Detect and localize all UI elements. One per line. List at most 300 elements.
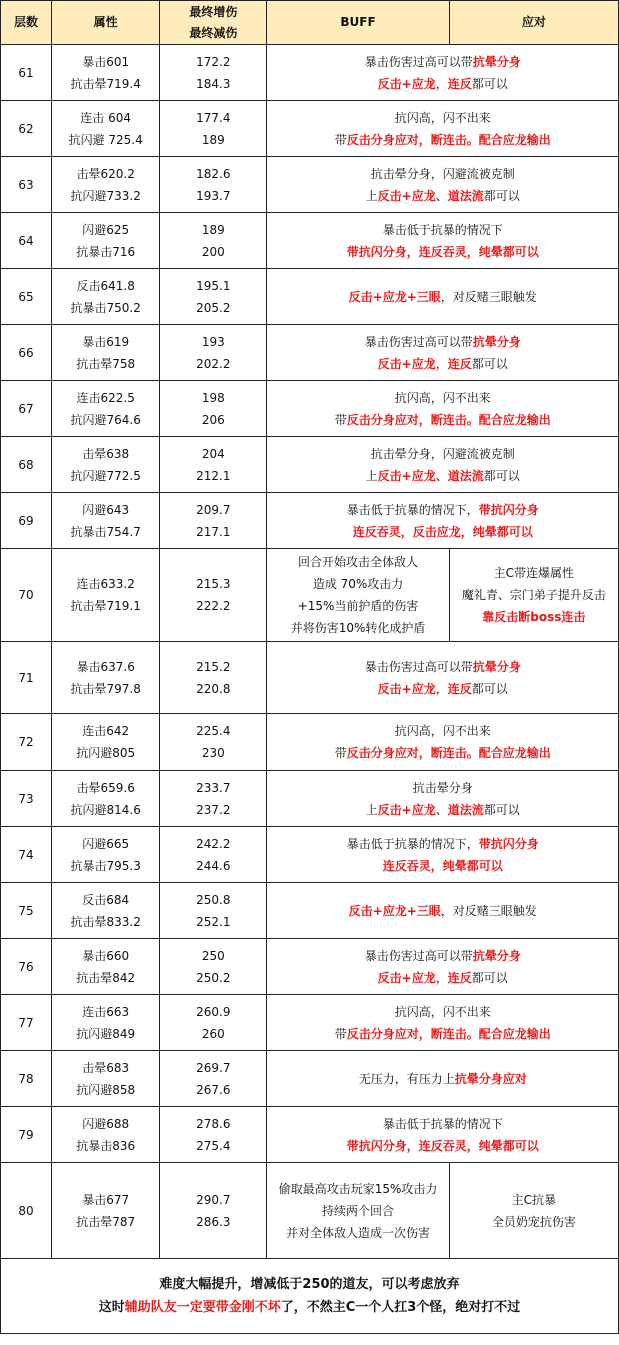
response-line1: 主C抗暴 (511, 1192, 557, 1207)
buff-l2 (267, 1135, 618, 1157)
attr-cell-line1: 击晕638 (82, 446, 130, 461)
layer-cell: 70 (1, 549, 52, 642)
dmg-cell-line2: 205.2 (196, 300, 231, 315)
buff-l2 (267, 129, 618, 151)
attr-cell-line1: 连击 604 (80, 110, 132, 125)
dmg-cell-line1: 242.2 (196, 836, 231, 851)
plain-text: 暴击伤害过高可以带 (364, 948, 473, 963)
dmg-cell-line2: 202.2 (196, 356, 231, 371)
buff-l1 (267, 443, 618, 465)
plain-text: 、 (435, 468, 448, 483)
layer-cell: 67 (1, 381, 52, 437)
buff-response-cell (267, 493, 619, 549)
attr-cell-line1: 闪避688 (82, 1116, 130, 1131)
attr-cell-line2: 抗暴击750.2 (70, 300, 141, 315)
attr-cell-line1: 反击641.8 (76, 278, 135, 293)
plain-text: 带 (334, 746, 347, 760)
table-row (1, 642, 619, 714)
buff-l1 (267, 286, 618, 308)
attr-cell-line1: 击晕620.2 (76, 166, 135, 181)
table-row (1, 1163, 619, 1259)
layer-cell: 79 (1, 1107, 52, 1163)
highlight-text: 反击分身应对，断连击。配合应龙输出 (346, 746, 551, 760)
attr-cell (52, 325, 160, 381)
attr-cell-line1: 闪避643 (82, 502, 130, 517)
plain-text: 上 (365, 188, 378, 203)
table-row (1, 1107, 619, 1163)
plain-text: 抗闪高，闪不出来 (394, 1004, 491, 1019)
buff-response-cell (267, 157, 619, 213)
dmg-cell-line2: 286.3 (196, 1214, 231, 1229)
buff-l1 (267, 331, 618, 353)
dmg-cell-line1: 182.6 (196, 166, 231, 181)
buff-l1 (267, 1113, 618, 1135)
layer-cell: 77 (1, 995, 52, 1051)
plain-text: 上 (365, 468, 378, 483)
table-body (1, 45, 619, 1259)
attr-cell-line2: 抗暴击836 (76, 1138, 136, 1153)
buff-l1 (267, 219, 618, 241)
plain-text: 暴击低于抗暴的情况下， (346, 836, 479, 851)
highlight-text: 反击+应龙 (377, 970, 436, 985)
attr-cell-line1: 闪避625 (82, 222, 130, 237)
buff-l2 (267, 409, 618, 431)
attr-cell-line2: 抗闪避772.5 (70, 468, 141, 483)
plain-text: 无压力，有压力上 (358, 1071, 455, 1086)
buff-l1 (267, 720, 618, 742)
plain-text: 暴击伤害过高可以带 (364, 54, 473, 69)
footer-line2-b: 辅助队友一定要带金刚不坏 (124, 1300, 281, 1315)
attr-cell-line2: 抗暴击754.7 (70, 524, 141, 539)
attr-cell-line2: 抗闪避733.2 (70, 188, 141, 203)
table-row (1, 883, 619, 939)
header-dmg (160, 1, 267, 45)
dmg-cell (160, 883, 267, 939)
dmg-cell (160, 771, 267, 827)
dmg-cell-line1: 278.6 (196, 1116, 231, 1131)
header-row (1, 1, 619, 45)
buff-response-cell (267, 437, 619, 493)
header-attr: 属性 (52, 1, 160, 45)
layer-cell: 65 (1, 269, 52, 325)
attr-cell-line2: 抗击晕833.2 (70, 914, 141, 929)
buff-line: 偷取最高攻击玩家15%攻击力 (278, 1181, 438, 1196)
footer-row (1, 1259, 619, 1334)
highlight-text: 抗晕分身 (472, 334, 521, 349)
dmg-cell-line2: 189 (201, 132, 225, 147)
layer-cell: 61 (1, 45, 52, 101)
attr-cell-line1: 连击642 (82, 724, 130, 738)
dmg-cell (160, 642, 267, 714)
buff-l1 (267, 900, 618, 922)
plain-text: 、 (435, 188, 448, 203)
buff-response-cell (267, 45, 619, 101)
attr-cell-line1: 暴击601 (82, 54, 130, 69)
dmg-cell (160, 939, 267, 995)
plain-text: 抗闪高，闪不出来 (394, 110, 491, 125)
attr-cell (52, 381, 160, 437)
highlight-text: 反击分身应对，断连击。配合应龙输出 (346, 1026, 551, 1041)
plain-text: 暴击伤害过高可以带 (364, 334, 473, 349)
plain-text: 抗闪高，闪不出来 (394, 724, 491, 738)
table-row (1, 101, 619, 157)
plain-text: ，对反赌三眼触发 (440, 903, 537, 918)
dmg-cell-line1: 233.7 (196, 780, 231, 795)
attr-cell-line2: 抗击晕787 (76, 1214, 136, 1229)
highlight-text: 反击分身应对，断连击。配合应龙输出 (346, 412, 551, 427)
layer-cell: 76 (1, 939, 52, 995)
dmg-cell-line1: 225.4 (196, 724, 231, 738)
highlight-text: 道法流 (447, 468, 484, 483)
plain-text: 暴击伤害过高可以带 (364, 659, 473, 674)
dmg-cell-line2: 267.6 (196, 1082, 231, 1097)
header-layer: 层数 (1, 1, 52, 45)
response-line1: 主C带连爆属性 (493, 566, 575, 580)
buff-l1 (267, 107, 618, 129)
buff-cell (267, 1163, 449, 1259)
highlight-text: 反击+应龙 (377, 76, 436, 91)
buff-response-cell (267, 995, 619, 1051)
attr-cell-line1: 暴击660 (82, 948, 130, 963)
highlight-text: 带抗闪分身，连反吞灵，纯晕都可以 (346, 1138, 539, 1153)
buff-l2 (267, 353, 618, 375)
dmg-cell-line2: 230 (201, 746, 225, 760)
layer-cell: 73 (1, 771, 52, 827)
plain-text: 暴击低于抗暴的情况下， (346, 502, 479, 517)
highlight-text: 反击+应龙+三眼 (348, 903, 441, 918)
dmg-cell (160, 101, 267, 157)
dmg-cell (160, 213, 267, 269)
attr-cell (52, 101, 160, 157)
footer-note (1, 1259, 619, 1334)
buff-line: 造成 70%攻击力 (312, 577, 404, 591)
highlight-text: 反击分身应对，断连击。配合应龙输出 (346, 132, 551, 147)
attr-cell (52, 771, 160, 827)
highlight-text: 抗晕分身应对 (454, 1071, 527, 1086)
buff-response-cell (267, 939, 619, 995)
highlight-text: 连反 (447, 970, 472, 985)
attr-cell-line2: 抗闪避858 (76, 1082, 136, 1097)
dmg-cell-line2: 244.6 (196, 858, 231, 873)
dmg-cell-line2: 200 (201, 244, 225, 259)
attr-cell (52, 213, 160, 269)
dmg-cell-line2: 217.1 (196, 524, 231, 539)
dmg-cell-line1: 209.7 (196, 502, 231, 517)
highlight-text: 连反吞灵，反击应龙，纯晕都可以 (352, 524, 533, 539)
dmg-cell (160, 45, 267, 101)
dmg-cell-line1: 172.2 (196, 54, 231, 69)
buff-response-cell (267, 714, 619, 771)
attr-cell-line1: 连击633.2 (76, 577, 135, 591)
dmg-cell (160, 325, 267, 381)
table-row (1, 45, 619, 101)
plain-text: ， (435, 76, 448, 91)
buff-l1 (267, 387, 618, 409)
layer-cell: 68 (1, 437, 52, 493)
buff-l2 (267, 185, 618, 207)
highlight-text: 抗晕分身 (472, 54, 521, 69)
buff-response-cell (267, 1107, 619, 1163)
attr-cell-line2: 抗击晕719.1 (70, 599, 141, 613)
table-row (1, 325, 619, 381)
plain-text: 抗击晕分身，闪避流被克制 (370, 166, 515, 181)
dmg-cell (160, 381, 267, 437)
response-line2: 全员奶宠抗伤害 (491, 1214, 576, 1229)
plain-text: ， (435, 356, 448, 371)
buff-response-cell (267, 883, 619, 939)
layer-cell: 72 (1, 714, 52, 771)
buff-response-cell (267, 269, 619, 325)
buff-l2 (267, 1023, 618, 1045)
buff-line: 并将伤害10%转化成护盾 (290, 621, 426, 635)
attr-cell-line1: 连击622.5 (76, 390, 135, 405)
dmg-cell (160, 549, 267, 642)
table-row (1, 995, 619, 1051)
dmg-cell (160, 269, 267, 325)
dmg-cell-line1: 250 (201, 948, 225, 963)
buff-response-cell (267, 771, 619, 827)
buff-l2 (267, 465, 618, 487)
plain-text: 带 (334, 132, 347, 147)
dmg-cell-line2: 220.8 (196, 681, 231, 696)
attr-cell (52, 995, 160, 1051)
dmg-cell-line2: 275.4 (196, 1138, 231, 1153)
layer-cell: 62 (1, 101, 52, 157)
dmg-cell-line1: 215.2 (196, 659, 231, 674)
highlight-text: 抗晕分身 (472, 948, 521, 963)
buff-line: +15%当前护盾的伤害 (297, 599, 419, 613)
highlight-text: 抗晕分身 (472, 659, 521, 674)
plain-text: ， (435, 970, 448, 985)
dmg-cell-line1: 177.4 (196, 110, 231, 125)
buff-line: 并对全体敌人造成一次伤害 (286, 1225, 431, 1240)
attr-cell (52, 157, 160, 213)
attr-cell (52, 493, 160, 549)
dmg-cell (160, 437, 267, 493)
dmg-cell-line1: 204 (201, 446, 225, 461)
table-row (1, 493, 619, 549)
attr-cell (52, 827, 160, 883)
highlight-text: 反击+应龙 (377, 468, 436, 483)
attr-cell-line1: 击晕683 (82, 1060, 130, 1075)
buff-l2 (267, 967, 618, 989)
dmg-cell-line2: 212.1 (196, 468, 231, 483)
attr-cell-line2: 抗暴击795.3 (70, 858, 141, 873)
layer-cell: 71 (1, 642, 52, 714)
dmg-cell (160, 493, 267, 549)
dmg-cell-line1: 260.9 (196, 1004, 231, 1019)
dmg-cell (160, 1163, 267, 1259)
response-line3: 靠反击断boss连击 (482, 610, 586, 624)
attr-cell (52, 437, 160, 493)
layer-cell: 64 (1, 213, 52, 269)
table-row (1, 269, 619, 325)
plain-text: 抗击晕分身 (412, 780, 473, 795)
attr-cell-line2: 抗闪避764.6 (70, 412, 141, 427)
buff-l2 (267, 521, 618, 543)
layer-cell: 69 (1, 493, 52, 549)
attr-cell (52, 269, 160, 325)
buff-l1 (267, 1001, 618, 1023)
attr-cell-line2: 抗击晕842 (76, 970, 136, 985)
footer-line1: 难度大幅提升，增减低于250的道友，可以考虑放弃 (159, 1277, 460, 1292)
table-row (1, 157, 619, 213)
header-response: 应对 (449, 1, 618, 45)
highlight-text: 道法流 (447, 802, 484, 817)
plain-text: 暴击低于抗暴的情况下 (382, 222, 503, 237)
buff-l2 (267, 241, 618, 263)
footer-line2-a: 这时 (98, 1300, 125, 1315)
table-row (1, 437, 619, 493)
attr-cell-line1: 反击684 (82, 892, 130, 907)
buff-l1 (267, 777, 618, 799)
buff-l1 (267, 499, 618, 521)
dmg-cell-line1: 290.7 (196, 1192, 231, 1207)
attr-cell-line1: 连击663 (82, 1004, 130, 1019)
table-row (1, 714, 619, 771)
attr-cell-line2: 抗击晕758 (76, 356, 136, 371)
attr-cell-line2: 抗闪避805 (76, 746, 136, 760)
attr-cell (52, 1163, 160, 1259)
table-row (1, 381, 619, 437)
dmg-cell-line1: 215.3 (196, 577, 231, 591)
highlight-text: 带抗闪分身，连反吞灵，纯晕都可以 (346, 244, 539, 259)
plain-text: 都可以 (471, 681, 508, 696)
plain-text: 都可以 (471, 76, 508, 91)
buff-l1 (267, 656, 618, 678)
highlight-text: 反击+应龙 (377, 681, 436, 696)
layer-cell: 74 (1, 827, 52, 883)
highlight-text: 带抗闪分身 (478, 502, 539, 517)
attr-cell (52, 1051, 160, 1107)
dmg-cell-line2: 252.1 (196, 914, 231, 929)
dmg-cell (160, 714, 267, 771)
dmg-cell-line1: 269.7 (196, 1060, 231, 1075)
buff-response-cell (267, 1051, 619, 1107)
plain-text: 、 (435, 802, 448, 817)
highlight-text: 带抗闪分身 (478, 836, 539, 851)
footer-line2 (1, 1296, 618, 1319)
buff-l1 (267, 163, 618, 185)
dmg-cell-line1: 198 (201, 390, 225, 405)
layer-cell: 63 (1, 157, 52, 213)
dmg-cell-line1: 189 (201, 222, 225, 237)
plain-text: ， (435, 681, 448, 696)
buff-line: 回合开始攻击全体敌人 (298, 555, 419, 569)
header-dmg-up: 最终增伤 (189, 4, 238, 19)
plain-text: 抗闪高，闪不出来 (394, 390, 491, 405)
attr-cell-line1: 闪避665 (82, 836, 130, 851)
buff-response-cell (267, 827, 619, 883)
buff-l1 (267, 945, 618, 967)
layer-cell: 80 (1, 1163, 52, 1259)
table-row (1, 771, 619, 827)
buff-response-cell (267, 213, 619, 269)
response-cell (449, 1163, 618, 1259)
highlight-text: 连反 (447, 76, 472, 91)
buff-cell (267, 549, 449, 642)
highlight-text: 反击+应龙 (377, 188, 436, 203)
attr-cell-line1: 击晕659.6 (76, 780, 135, 795)
highlight-text: 反击+应龙+三眼 (348, 289, 441, 304)
dmg-cell (160, 1107, 267, 1163)
buff-response-cell (267, 381, 619, 437)
buff-l1 (267, 833, 618, 855)
attr-cell (52, 883, 160, 939)
dmg-cell-line2: 206 (201, 412, 225, 427)
response-cell (449, 549, 618, 642)
attr-cell-line2: 抗击晕797.8 (70, 681, 141, 696)
attr-cell-line2: 抗击晕719.4 (70, 76, 141, 91)
buff-l2 (267, 855, 618, 877)
table-row (1, 1051, 619, 1107)
dmg-cell-line2: 237.2 (196, 802, 231, 817)
plain-text: 都可以 (483, 802, 520, 817)
header-dmg-down: 最终减伤 (189, 25, 238, 40)
plain-text: 都可以 (471, 970, 508, 985)
dmg-cell (160, 157, 267, 213)
buff-line: 持续两个回合 (322, 1203, 395, 1218)
table-row (1, 213, 619, 269)
attr-cell (52, 1107, 160, 1163)
buff-response-cell (267, 642, 619, 714)
plain-text: ，对反赌三眼触发 (440, 289, 537, 304)
buff-l1 (267, 1068, 618, 1090)
plain-text: 都可以 (483, 188, 520, 203)
layer-cell: 66 (1, 325, 52, 381)
highlight-text: 连反 (447, 681, 472, 696)
buff-l2 (267, 73, 618, 95)
layer-cell: 75 (1, 883, 52, 939)
header-buff: BUFF (267, 1, 449, 45)
dmg-cell-line1: 193 (201, 334, 225, 349)
plain-text: 都可以 (471, 356, 508, 371)
attr-cell-line1: 暴击637.6 (76, 659, 135, 674)
buff-l2 (267, 678, 618, 700)
plain-text: 带 (334, 1026, 347, 1041)
attr-cell (52, 642, 160, 714)
dmg-cell-line2: 193.7 (196, 188, 231, 203)
attr-cell (52, 939, 160, 995)
attr-cell (52, 549, 160, 642)
layer-cell: 78 (1, 1051, 52, 1107)
highlight-text: 连反 (447, 356, 472, 371)
attr-cell-line1: 暴击677 (82, 1192, 130, 1207)
highlight-text: 道法流 (447, 188, 484, 203)
attr-cell-line2: 抗闪避814.6 (70, 802, 141, 817)
plain-text: 上 (365, 802, 378, 817)
attr-cell (52, 714, 160, 771)
table-row (1, 827, 619, 883)
dmg-cell-line1: 250.8 (196, 892, 231, 907)
highlight-text: 反击+应龙 (377, 802, 436, 817)
plain-text: 抗击晕分身，闪避流被克制 (370, 446, 515, 461)
buff-response-cell (267, 325, 619, 381)
attr-cell-line2: 抗闪避 725.4 (68, 132, 143, 147)
attr-cell-line1: 暴击619 (82, 334, 130, 349)
dmg-cell-line1: 195.1 (196, 278, 231, 293)
dmg-cell (160, 1051, 267, 1107)
plain-text: 暴击低于抗暴的情况下 (382, 1116, 503, 1131)
dmg-cell (160, 827, 267, 883)
dmg-cell (160, 995, 267, 1051)
dmg-cell-line2: 222.2 (196, 599, 231, 613)
plain-text: 带 (334, 412, 347, 427)
dmg-cell-line2: 184.3 (196, 76, 231, 91)
buff-l2 (267, 742, 618, 764)
table-row (1, 549, 619, 642)
buff-response-cell (267, 101, 619, 157)
